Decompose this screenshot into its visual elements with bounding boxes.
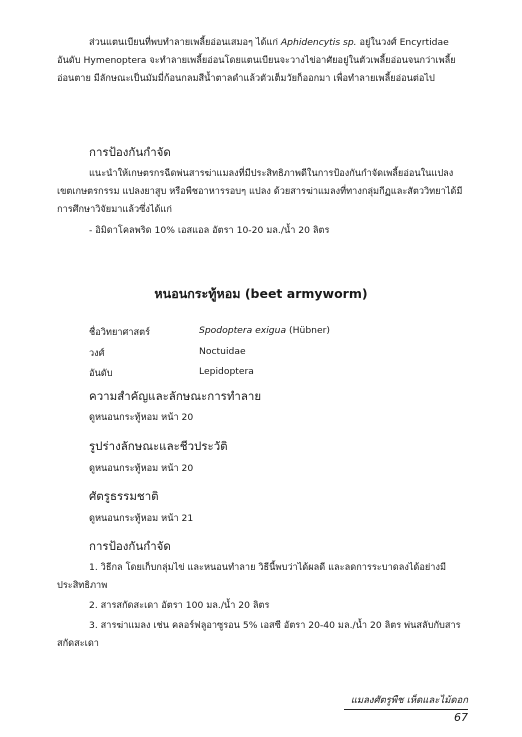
footer-divider xyxy=(344,709,468,710)
control-paragraph-aphid: แนะนำให้เกษตรกรฉีดพ่นสารฆ่าแมลงที่มีประสิทธิภาพดีในการป้องกันกำจัดเพลี้ยอ่อนในแปลงเขตเกษตรกรรม แปลงยาสูบ หรือพืชอาหารรอบๆ แปลง ด้วยสารฆ่าแมลงที่ทางกลุ่มกีฏและสัตววิทยาได้มีการศึกษาวิจัยมาแล้วซึ่งได้แก่ xyxy=(57,168,463,215)
section-heading-natural-enemies: ศัตรูธรรมชาติ xyxy=(89,489,159,503)
footer-book-title: แมลงศัตรูพืช เห็ดและไม้ดอก xyxy=(350,695,468,706)
section-text-importance: ดูหนอนกระทู้หอม หน้า 20 xyxy=(89,412,194,423)
pest-title: หนอนกระทู้หอม (beet armyworm) xyxy=(154,286,368,301)
info-value: Spodoptera exigua (Hübner) xyxy=(199,325,330,336)
control-item-2: 2. สารสกัดสะเดา อัตรา 100 มล./น้ำ 20 ลิตร xyxy=(89,600,270,611)
page-number: 67 xyxy=(454,711,468,724)
section-text-natural-enemies: ดูหนอนกระทู้หอม หน้า 21 xyxy=(89,513,194,524)
info-label: วงศ์ xyxy=(89,348,105,359)
control-item-3: 3. สารฆ่าแมลง เช่น คลอร์ฟลูอาซูรอน 5% เอสซี อัตรา 20-40 มล./น้ำ 20 ลิตร พ่นสลับกับสารสกัดสะเดา xyxy=(57,620,461,649)
section-heading-morphology: รูปร่างลักษณะและชีวประวัติ xyxy=(89,439,228,453)
control-heading-armyworm: การป้องกันกำจัด xyxy=(89,539,171,553)
control-heading-aphid: การป้องกันกำจัด xyxy=(89,145,171,159)
info-value: Lepidoptera xyxy=(199,366,254,377)
info-label: อันดับ xyxy=(89,368,113,379)
intro-text-a: ส่วนแตนเบียนที่พบทำลายเพลี้ยอ่อนเสมอๆ ได้แก่ xyxy=(89,37,281,48)
info-row-family xyxy=(89,346,246,361)
info-row-order xyxy=(89,366,254,381)
info-label: ชื่อวิทยาศาสตร์ xyxy=(89,327,151,338)
info-row-scientific-name xyxy=(89,325,330,340)
info-value: Noctuidae xyxy=(199,346,246,357)
species-name: Aphidencytis sp. xyxy=(280,37,357,48)
intro-paragraph-parasitoid xyxy=(57,34,467,88)
section-text-morphology: ดูหนอนกระทู้หอม หน้า 20 xyxy=(89,463,194,474)
control-item-1: 1. วิธีกล โดยเก็บกลุ่มไข่ และหนอนทำลาย วิธีนี้พบว่าได้ผลดี และลดการระบาดลงได้อย่างมีประสิทธิภาพ xyxy=(57,562,446,591)
intro-text-b: อยู่ในวงศ์ Encyrtidae อันดับ Hymenoptera จะทำลายเพลี้ยอ่อนโดยแตนเบียนจะวางไข่อาศัยอยู่ในตัวเพลี้ยอ่อนจนกว่าเพลี้ยอ่อนตาย มีลักษณะเป็นมัมมี่ก้อนกลมสีน้ำตาลดำแล้วตัวเต็มวัยก็ออกมา เพื่อทำลายเพลี้ยอ่อนต่อไป xyxy=(57,37,456,84)
control-bullet-imidacloprid: - อิมิดาโคลพริด 10% เอสแอล อัตรา 10-20 มล./น้ำ 20 ลิตร xyxy=(89,225,330,236)
section-heading-importance: ความสำคัญและลักษณะการทำลาย xyxy=(89,389,262,403)
